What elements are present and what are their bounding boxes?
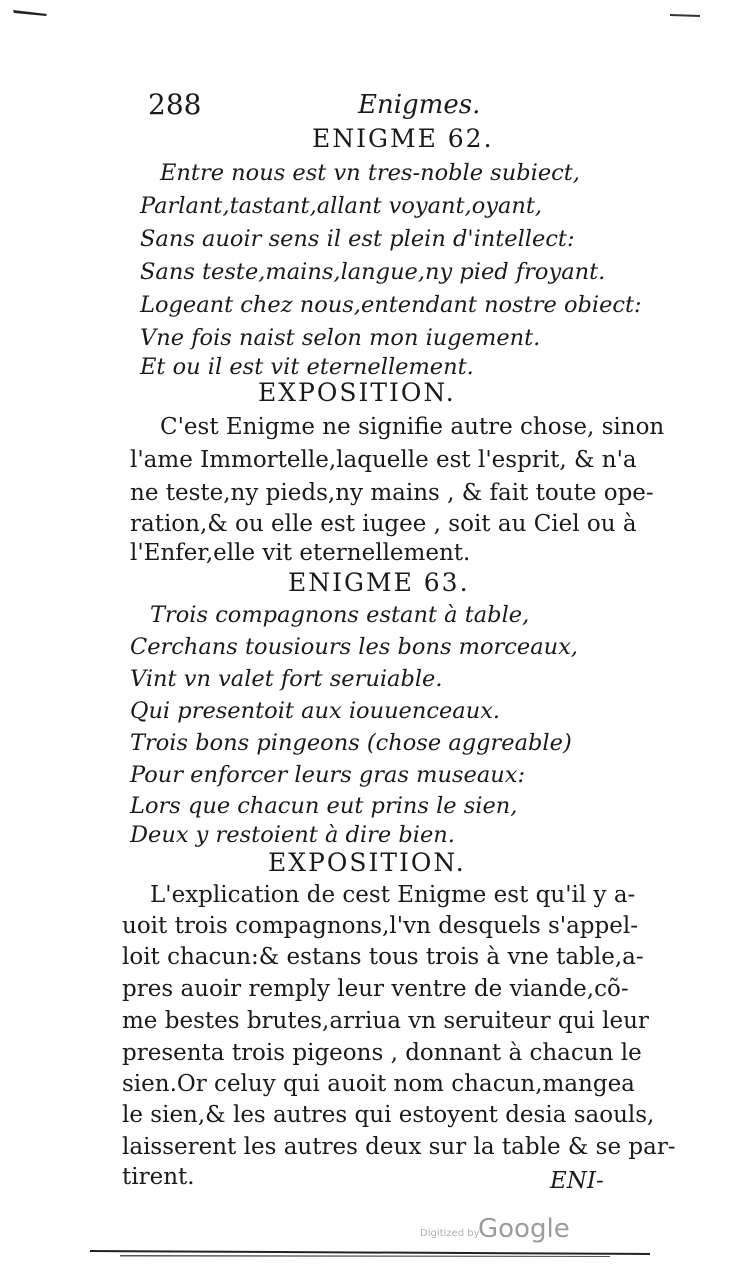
prose-line: tirent. [122, 1164, 195, 1190]
prose-line: sien.Or celuy qui auoit nom chacun,mangea [122, 1071, 635, 1097]
page-header [148, 88, 508, 124]
verse-line: Logeant chez nous,entendant nostre obiect: [140, 292, 642, 318]
verse-line: Pour enforcer leurs gras museaux: [130, 762, 526, 788]
exposition-heading: EXPOSITION. [258, 378, 456, 407]
catchword: ENI- [550, 1168, 604, 1194]
verse-line: Sans teste,mains,langue,ny pied froyant. [140, 259, 606, 285]
page-edge-rule [90, 1246, 650, 1258]
exposition-heading: EXPOSITION. [268, 848, 466, 877]
google-logo: Google [478, 1214, 570, 1244]
verse-line: Sans auoir sens il est plein d'intellect: [140, 226, 575, 252]
running-title: Enigmes. [358, 90, 481, 120]
prose-line: le sien,& les autres qui estoyent desia saouls, [122, 1102, 655, 1128]
verse-line: Qui presentoit aux iouuenceaux. [130, 698, 501, 724]
scan-edge-mark [12, 8, 48, 18]
prose-line: L'explication de cest Enigme est qu'il y a- [150, 882, 636, 908]
prose-line: presenta trois pigeons , donnant à chacun le [122, 1040, 642, 1066]
verse-line: Deux y restoient à dire bien. [130, 822, 455, 848]
prose-line: me bestes brutes,arriua vn seruiteur qui leur [122, 1008, 649, 1034]
verse-line: Cerchans tousiours les bons morceaux, [130, 634, 578, 660]
prose-line: pres auoir remply leur ventre de viande,cõ- [122, 976, 629, 1002]
verse-line: Vne fois naist selon mon iugement. [140, 325, 541, 351]
verse-line: Parlant,tastant,allant voyant,oyant, [140, 193, 543, 219]
scan-edge-mark [670, 12, 700, 18]
enigme-heading: ENIGME 62. [312, 124, 494, 153]
verse-line: Vint vn valet fort seruiable. [130, 666, 443, 692]
watermark-prefix: Digitized by [420, 1228, 480, 1239]
prose-line: uoit trois compagnons,l'vn desquels s'appel- [122, 913, 638, 939]
prose-line: laisserent les autres deux sur la table & se par- [122, 1134, 676, 1160]
prose-line: l'ame Immortelle,laquelle est l'esprit, & n'a [130, 447, 637, 473]
enigme-heading: ENIGME 63. [288, 568, 470, 597]
prose-line: C'est Enigme ne signifie autre chose, sinon [160, 414, 665, 440]
prose-line: ration,& ou elle est iugee , soit au Ciel ou à [130, 511, 637, 537]
verse-line: Trois compagnons estant à table, [150, 602, 530, 628]
verse-line: Lors que chacun eut prins le sien, [130, 793, 518, 819]
verse-line: Trois bons pingeons (chose aggreable) [130, 730, 572, 756]
page-number: 288 [148, 88, 202, 121]
prose-line: ne teste,ny pieds,ny mains , & fait toute ope- [130, 480, 654, 506]
prose-line: loit chacun:& estans tous trois à vne table,a- [122, 944, 644, 970]
verse-line: Et ou il est vit eternellement. [140, 354, 474, 380]
verse-line: Entre nous est vn tres-noble subiect, [160, 160, 580, 186]
prose-line: l'Enfer,elle vit eternellement. [130, 540, 471, 566]
